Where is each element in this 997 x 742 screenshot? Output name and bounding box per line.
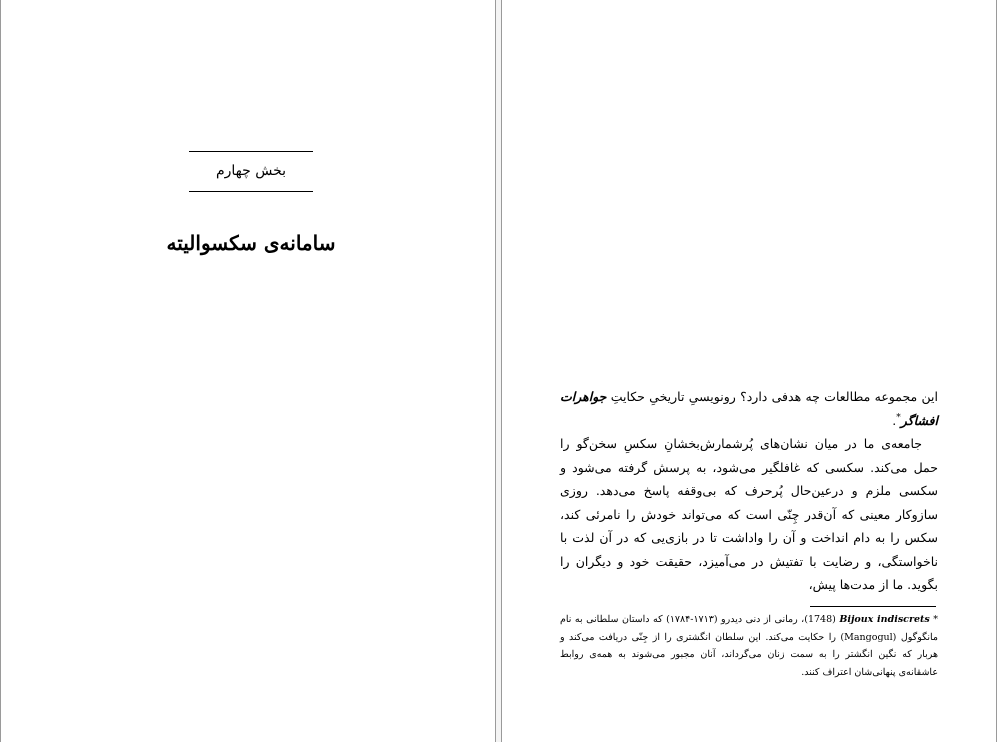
part-rule-top [189, 151, 313, 152]
part-label: بخش چهارم [215, 163, 287, 179]
footnote-year: (1748) [804, 614, 836, 625]
footnote-marker: * [896, 412, 901, 423]
footnote [560, 611, 938, 681]
paragraph-2: جامعه‌ی ما در میان نشان‌های پُرشمارش‌بخشانِ سکسِ سخن‌گو را حمل می‌کند. سکسی که غافلگیر می‌شود، به پرسش گرفته می‌شود و سکسی ملزم و درعین‌حال پُرحرف که بی‌وقفه پاسخ می‌دهد. روزی سازوکار معینی که آن‌قدر چِنّی است که می‌تواند خودش را نامرئی کند، سکس را به دام انداخت و آن را واداشت تا در بازی‌یی که در آن لذت با ناخواستگی، و رضایت با تفتیش در می‌آمیزد، حقیقت خود و دیگران را بگوید. ما از مدت‌ها پیش، [560, 436, 938, 592]
paragraph-1 [560, 385, 938, 432]
left-page [0, 0, 496, 742]
footnote-text-1: ، رمانی از دنی دیدرو (۱۷۱۳-۱۷۸۴) که داستان سلطانی به نام مانگوگول [560, 614, 938, 643]
body-text [560, 385, 938, 597]
part-title: سامانه‌ی سکسوالیته [166, 231, 336, 255]
paragraph-1-end: . [892, 412, 897, 428]
paragraph-1-lead: این مجموعه مطالعات چه هدفی دارد؟ رونویسیِ تاریخیِ حکایتِ [610, 389, 938, 404]
book-title: جواهرات افشاگر [560, 389, 938, 428]
footnote-rule [810, 606, 936, 607]
footnote-text-2: را حکایت می‌کند. این سلطان انگشتری را از جِنّی دریافت می‌کند و هربار که نگین انگشتر را به سمت زنان می‌گرداند، آنان مجبور می‌شوند به همه‌ی روابط عاشقانه‌ی پنهانی‌شان اعتراف کنند. [560, 631, 938, 678]
footnote-name: (Mangogul) [840, 631, 897, 643]
footnote-book-title: Bijoux indiscrets [839, 614, 930, 625]
part-rule-bottom [189, 191, 313, 192]
footnote-marker-bottom: * [933, 614, 938, 625]
